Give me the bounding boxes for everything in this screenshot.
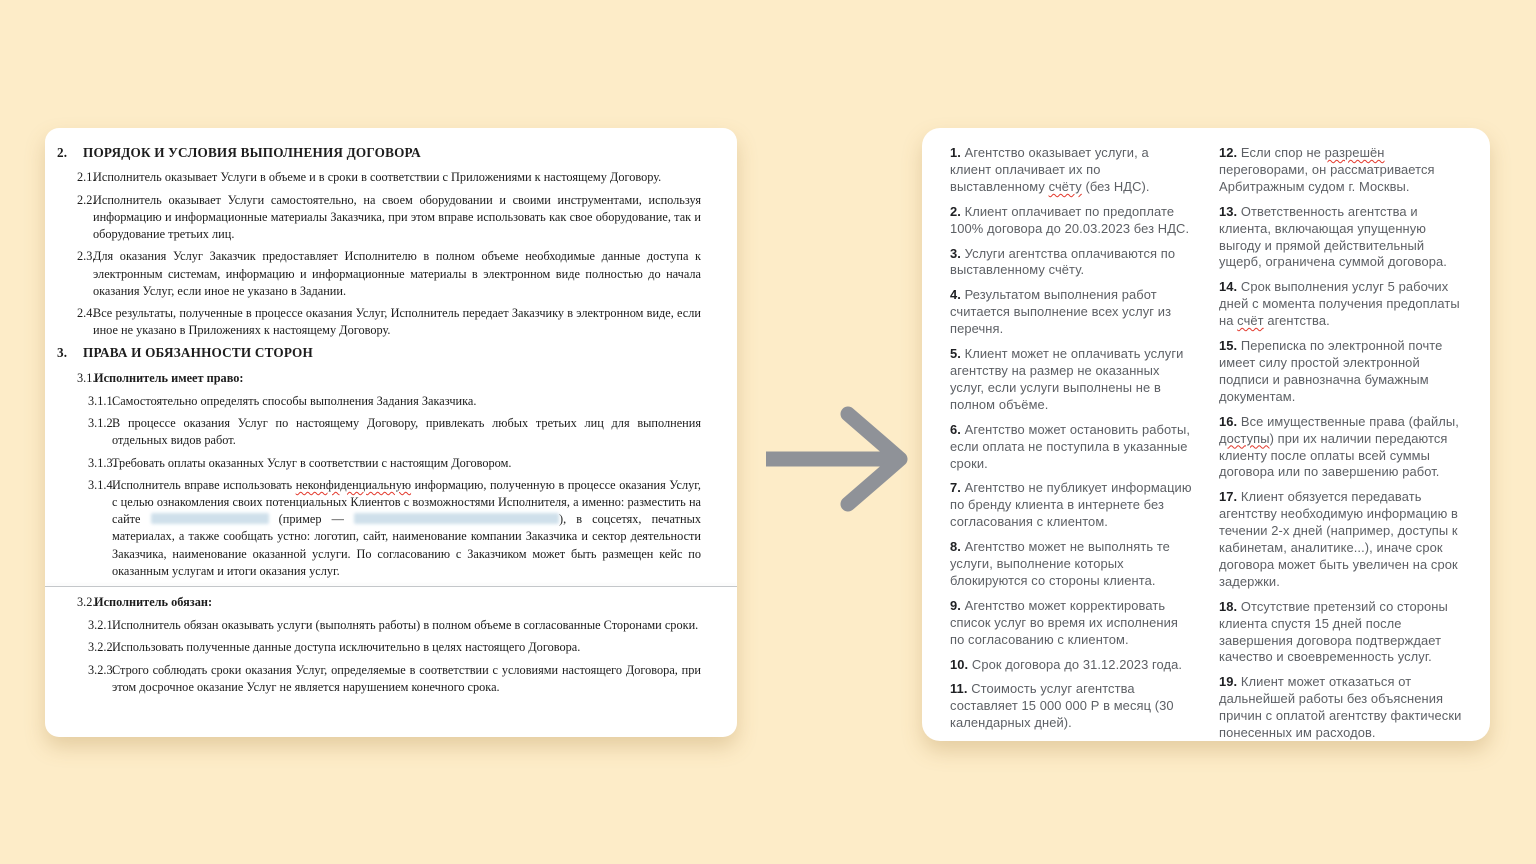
contract-paragraph <box>77 248 701 300</box>
point-number: 3. <box>950 245 965 261</box>
contract-original-document <box>45 128 737 737</box>
summary-point <box>950 287 1193 338</box>
contract-paragraph <box>77 192 701 244</box>
spellcheck-underlined-word: разрешён <box>1324 145 1385 160</box>
summary-point <box>950 204 1193 238</box>
contract-section-2-items <box>45 169 737 339</box>
point-number: 9. <box>950 597 965 613</box>
point-number: 1. <box>950 145 965 160</box>
point-text: Агентство может корректировать список услуг во время их исполнения по согласованию с клиентом. <box>950 597 1179 647</box>
clause-text: Исполнитель оказывает Услуги в объеме и в сроки в соответствии с Приложениями к настоящему Договору. <box>93 170 662 185</box>
clause-text: Требовать оплаты оказанных Услуг в соответствии с настоящим Договором. <box>112 455 512 470</box>
spellcheck-underlined-word: неконфиденциальную <box>295 477 412 492</box>
contract-paragraph-314 <box>88 477 701 580</box>
point-text: Агентство может не выполнять те услуги, выполнение которых блокируются со стороны клиента. <box>950 539 1170 588</box>
clause-title: Исполнитель имеет право: <box>94 370 244 385</box>
clause-number: 3.2. <box>77 595 96 610</box>
contract-simplified-document <box>922 128 1490 741</box>
section-title: ПОРЯДОК И УСЛОВИЯ ВЫПОЛНЕНИЯ ДОГОВОРА <box>83 145 421 160</box>
point-text: Услуги агентства оплачиваются по выставленному счёту. <box>950 245 1176 278</box>
point-number: 13. <box>1219 203 1241 219</box>
point-text: Клиент обязуется передавать агентству необходимую информацию в течении 2-х дней (например, доступы к кабинетам, аналитике...), иначе срок договора может быть увеличен на срок задержки. <box>1219 489 1458 589</box>
point-number: 16. <box>1219 413 1241 429</box>
summary-column-2 <box>1219 145 1462 741</box>
summary-point <box>950 480 1193 531</box>
summary-point <box>950 657 1193 674</box>
point-text: Срок договора до 31.12.2023 года. <box>971 656 1183 672</box>
page-break-line <box>45 586 737 587</box>
summary-point <box>1219 145 1462 196</box>
clause-number: 3.2.1. <box>88 618 116 633</box>
point-text: Клиент может отказаться от дальнейшей работы без объяснения причин с оплатой агентству фактически понесенных им расходов. <box>1219 674 1462 741</box>
clause-title: Исполнитель обязан: <box>94 595 213 610</box>
point-number: 10. <box>950 656 972 672</box>
point-number: 7. <box>950 480 965 496</box>
point-text: Агентство не публикует информацию по бренду клиента в интернете без согласования с клиентом. <box>950 480 1192 530</box>
summary-point <box>950 539 1193 590</box>
clause-number: 2.3. <box>77 249 96 264</box>
contract-paragraph <box>88 415 701 449</box>
clause-number: 3.2.2. <box>88 640 116 655</box>
summary-point <box>950 598 1193 649</box>
summary-point <box>950 246 1193 280</box>
clause-number: 3.1.2. <box>88 416 116 431</box>
point-text: Стоимость услуг агентства составляет 15 000 000 Р в месяц (30 календарных дней). <box>950 681 1174 731</box>
summary-point <box>1219 204 1462 272</box>
summary-point <box>1219 414 1462 482</box>
point-text: (без НДС). <box>1081 178 1150 194</box>
point-text: Ответственность агентства и клиента, включающая упущенную выгоду и прямой действительный ущерб, ограничена суммой договора. <box>1219 203 1447 270</box>
point-number: 12. <box>1219 145 1241 160</box>
point-number: 6. <box>950 421 965 437</box>
clause-text: Исполнитель вправе использовать <box>112 477 296 492</box>
summary-point <box>1219 489 1462 590</box>
point-text: Агентство оказывает услуги, а клиент оплачивает их по выставленному <box>950 145 1149 194</box>
summary-point <box>1219 674 1462 741</box>
point-text: Отсутствие претензий со стороны клиента спустя 15 дней после завершения договора подтверждает качество и своевременность услуг. <box>1219 598 1448 665</box>
point-number: 17. <box>1219 489 1241 505</box>
clause-text: В процессе оказания Услуг по настоящему Договору, привлекать любых третьих лиц для выполнения отдельных видов работ. <box>112 416 701 448</box>
summary-column-1 <box>950 145 1193 731</box>
point-text: Если спор не <box>1240 145 1325 160</box>
section-number: 2. <box>57 145 68 160</box>
clause-number: 2.2. <box>77 192 96 207</box>
redacted-text-block <box>151 513 269 524</box>
point-number: 15. <box>1219 338 1241 354</box>
point-text: ) при их наличии передаются клиенту после оплаты всей суммы договора или по завершению работ. <box>1219 430 1448 480</box>
point-number: 5. <box>950 346 965 362</box>
point-number: 19. <box>1219 674 1241 690</box>
point-number: 4. <box>950 287 965 303</box>
contract-paragraph <box>88 639 701 656</box>
contract-paragraph <box>88 455 701 472</box>
summary-point <box>1219 599 1462 667</box>
point-number: 2. <box>950 203 965 219</box>
contract-subsection-32-heading <box>77 594 701 611</box>
spellcheck-underlined-word: счёт <box>1237 313 1264 329</box>
point-text: Агентство может остановить работы, если оплата не поступила в указанные сроки. <box>950 421 1191 471</box>
point-text: Клиент может не оплачивать услуги агентству на размер не оказанных услуг, если услуги выполнены не в полном объёме. <box>950 346 1184 412</box>
clause-text: Самостоятельно определять способы выполнения Задания Заказчика. <box>112 394 477 408</box>
contract-paragraph <box>88 662 701 696</box>
clause-number: 3.1.1. <box>88 394 116 408</box>
point-text: переговорами, он рассматривается Арбитражным судом г. Москвы. <box>1219 161 1435 194</box>
summary-point <box>950 422 1193 473</box>
summary-point <box>1219 279 1462 330</box>
right-arrow-icon <box>760 404 910 514</box>
point-number: 14. <box>1219 279 1241 295</box>
section-title: ПРАВА И ОБЯЗАННОСТИ СТОРОН <box>83 345 313 361</box>
point-text: Результатом выполнения работ считается выполнение всех услуг из перечня. <box>950 287 1172 337</box>
point-text: Срок выполнения услуг 5 рабочих дней с момента получения предоплаты на <box>1219 279 1460 329</box>
summary-point <box>1219 338 1462 406</box>
spellcheck-underlined-word: доступы <box>1219 430 1270 446</box>
point-number: 11. <box>950 681 972 697</box>
contract-paragraph <box>88 393 701 410</box>
point-text: агентства. <box>1263 313 1330 329</box>
section-number: 3. <box>57 345 68 361</box>
clause-number: 3.1. <box>77 370 96 385</box>
contract-subsection-31-heading <box>77 370 701 387</box>
clause-text: Исполнитель обязан оказывать услуги (выполнять работы) в полном объеме в согласованные Сторонами сроки. <box>112 618 699 633</box>
clause-number: 3.1.4. <box>88 477 116 492</box>
clause-text: Все результаты, полученные в процессе оказания Услуг, Исполнитель передает Заказчику в электронном виде, если иное не указано в Приложениях к настоящему Договору. <box>93 305 701 338</box>
point-number: 8. <box>950 539 965 555</box>
contract-paragraph <box>77 305 701 339</box>
point-number: 18. <box>1219 598 1241 614</box>
summary-point <box>950 346 1193 414</box>
clause-text: Исполнитель оказывает Услуги самостоятельно, на своем оборудовании и своими инструментами, используя информацию и информационные материалы Заказчика, при этом вправе использовать как свое оборудование, так и оборудование третьих лиц. <box>93 192 701 242</box>
point-text: Все имущественные права (файлы, <box>1240 413 1459 429</box>
clause-text: Строго соблюдать сроки оказания Услуг, определяемые в соответствии с условиями настоящего Договора, при этом досрочное оказание Услуг не является нарушением конечного срока. <box>112 662 701 694</box>
contract-section-3-heading <box>57 344 701 362</box>
clause-number: 2.4. <box>77 305 96 320</box>
contract-paragraph <box>88 617 701 634</box>
clause-text: Для оказания Услуг Заказчик предоставляет Исполнителю в полном объеме необходимые данные доступа к электронным системам, информацию и информационные материалы в электронном виде полностью до начала оказания Услуг, если иное не указано в Задании. <box>93 249 701 298</box>
contract-subsection-32-items <box>45 617 737 696</box>
redacted-text-block <box>354 513 559 524</box>
point-text: Клиент оплачивает по предоплате 100% договора до 20.03.2023 без НДС. <box>950 203 1190 236</box>
clause-text: ), в соцсетях, печатных материалах, а также сообщать устно: логотип, сайт, наименование компании Заказчика и сектор деятельности Заказчика, наименование оказанной услуги. По согласованию с Заказчиком может быть размещен кейс по оказанным услугам и итоги оказания услуг. <box>112 512 701 578</box>
clause-text: информацию, полученную в процессе оказания Услуг, с целью ознакомления своих потенциальных Клиентов с возможностями Исполнителя, а именно: разместить на сайте <box>112 477 701 527</box>
clause-text: (пример — <box>268 512 354 527</box>
summary-point <box>950 681 1193 732</box>
clause-number: 2.1. <box>77 170 96 185</box>
clause-number: 3.1.3. <box>88 455 116 470</box>
contract-section-2-heading <box>57 144 701 162</box>
clause-number: 3.2.3. <box>88 662 116 677</box>
clause-text: Использовать полученные данные доступа исключительно в целях настоящего Договора. <box>112 640 581 655</box>
contract-paragraph <box>77 169 701 186</box>
point-text: Переписка по электронной почте имеет силу простой электронной подписи и равнозначна бумажным документам. <box>1219 338 1443 404</box>
contract-subsection-31-items <box>45 393 737 472</box>
summary-point <box>950 145 1193 196</box>
spellcheck-underlined-word: счёту <box>1048 178 1082 194</box>
